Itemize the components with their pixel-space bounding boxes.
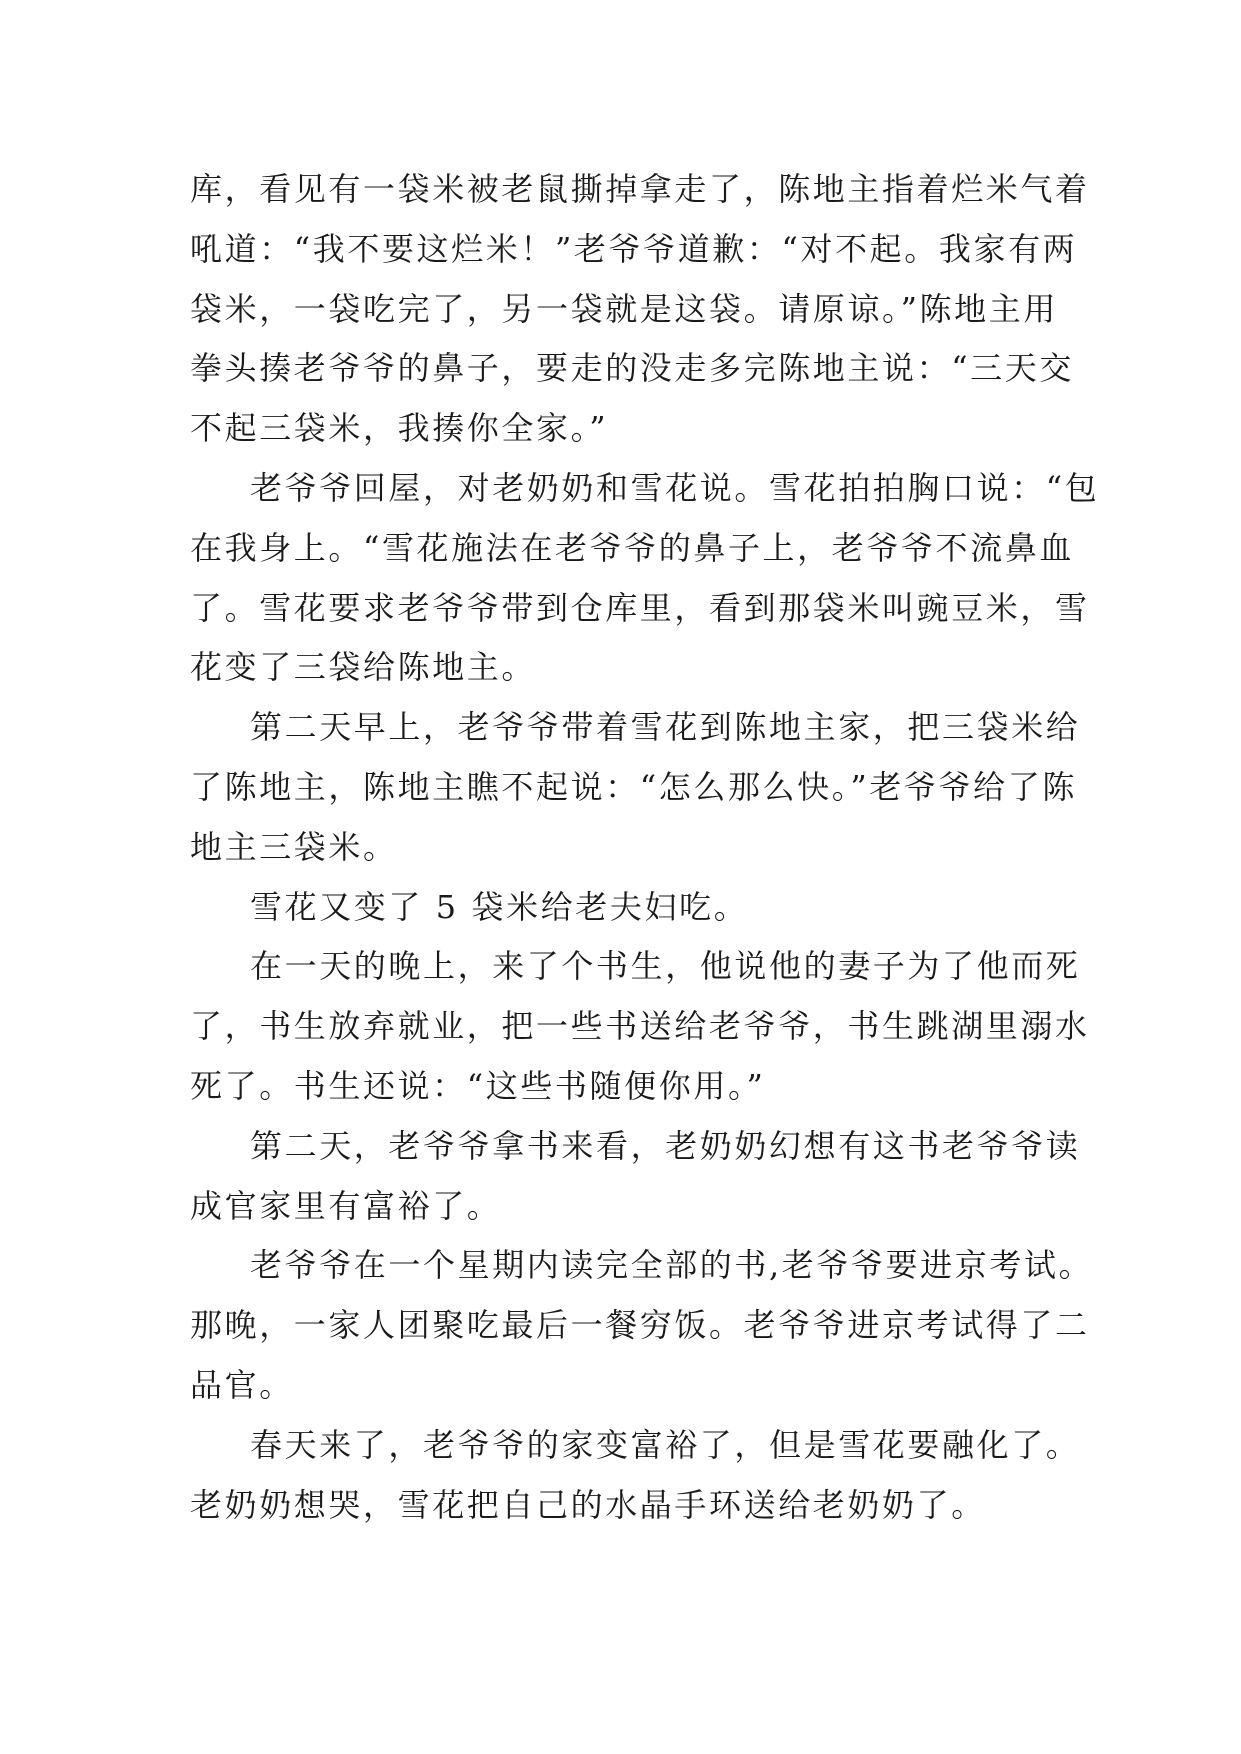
paragraph-8 <box>190 1416 1081 1536</box>
paragraph-3 <box>190 698 1081 877</box>
paragraph-1 <box>190 160 1090 459</box>
document-page <box>190 160 1100 1535</box>
paragraph-2 <box>190 459 1100 698</box>
text-line: 了。雪花要求老爷爷带到仓库里，看到那袋米叫豌豆米，雪 <box>190 588 1090 627</box>
text-line: 第二天，老爷爷拿书来看，老奶奶幻想有这书老爷爷读 <box>250 1126 1081 1165</box>
text-line: 成官家里有富裕了。 <box>190 1186 502 1225</box>
text-line: 地主三袋米。 <box>190 827 398 866</box>
text-line: 了，书生放弃就业，把一些书送给老爷爷，书生跳湖里溺水 <box>190 1007 1090 1046</box>
text-line: 不起三袋米，我揍你全家。” <box>190 409 609 448</box>
text-line: 了陈地主，陈地主瞧不起说：“怎么那么快。”老爷爷给了陈 <box>190 767 1077 806</box>
text-line: 春天来了，老爷爷的家变富裕了，但是雪花要融化了。 <box>250 1425 1081 1464</box>
text-line: 花变了三袋给陈地主。 <box>190 648 537 687</box>
text-line: 死了。书生还说：“这些书随便你用。” <box>190 1066 766 1105</box>
paragraph-7 <box>190 1236 1094 1415</box>
text-line: 在我身上。“雪花施法在老爷爷的鼻子上，老爷爷不流鼻血 <box>190 528 1074 567</box>
text-line: 老奶奶想哭，雪花把自己的水晶手环送给老奶奶了。 <box>190 1485 986 1524</box>
text-line: 第二天早上，老爷爷带着雪花到陈地主家，把三袋米给 <box>250 708 1081 747</box>
paragraph-6 <box>190 1117 1081 1237</box>
text-line: 在一天的晚上，来了个书生，他说他的妻子为了他而死 <box>250 947 1081 986</box>
text-line: 吼道：“我不要这烂米！”老爷爷道歉：“对不起。我家有两 <box>190 229 1078 268</box>
text-line: 品官。 <box>190 1365 294 1404</box>
text-line: 老爷爷在一个星期内读完全部的书,老爷爷要进京考试。 <box>250 1246 1094 1285</box>
text-line: 库，看见有一袋米被老鼠撕掉拿走了，陈地主指着烂米气着 <box>190 170 1090 208</box>
text-line: 拳头揍老爷爷的鼻子，要走的没走多完陈地主说：“三天交 <box>190 349 1074 388</box>
paragraph-5 <box>190 937 1090 1116</box>
paragraph-4 <box>190 878 1050 938</box>
text-line: 老爷爷回屋，对老奶奶和雪花说。雪花拍拍胸口说：“包 <box>250 468 1100 507</box>
text-line: 雪花又变了 5 袋米给老夫妇吃。 <box>250 887 749 926</box>
text-line: 袋米，一袋吃完了，另一袋就是这袋。请原谅。”陈地主用 <box>190 289 1058 328</box>
text-line: 那晚，一家人团聚吃最后一餐穷饭。老爷爷进京考试得了二 <box>190 1306 1090 1345</box>
